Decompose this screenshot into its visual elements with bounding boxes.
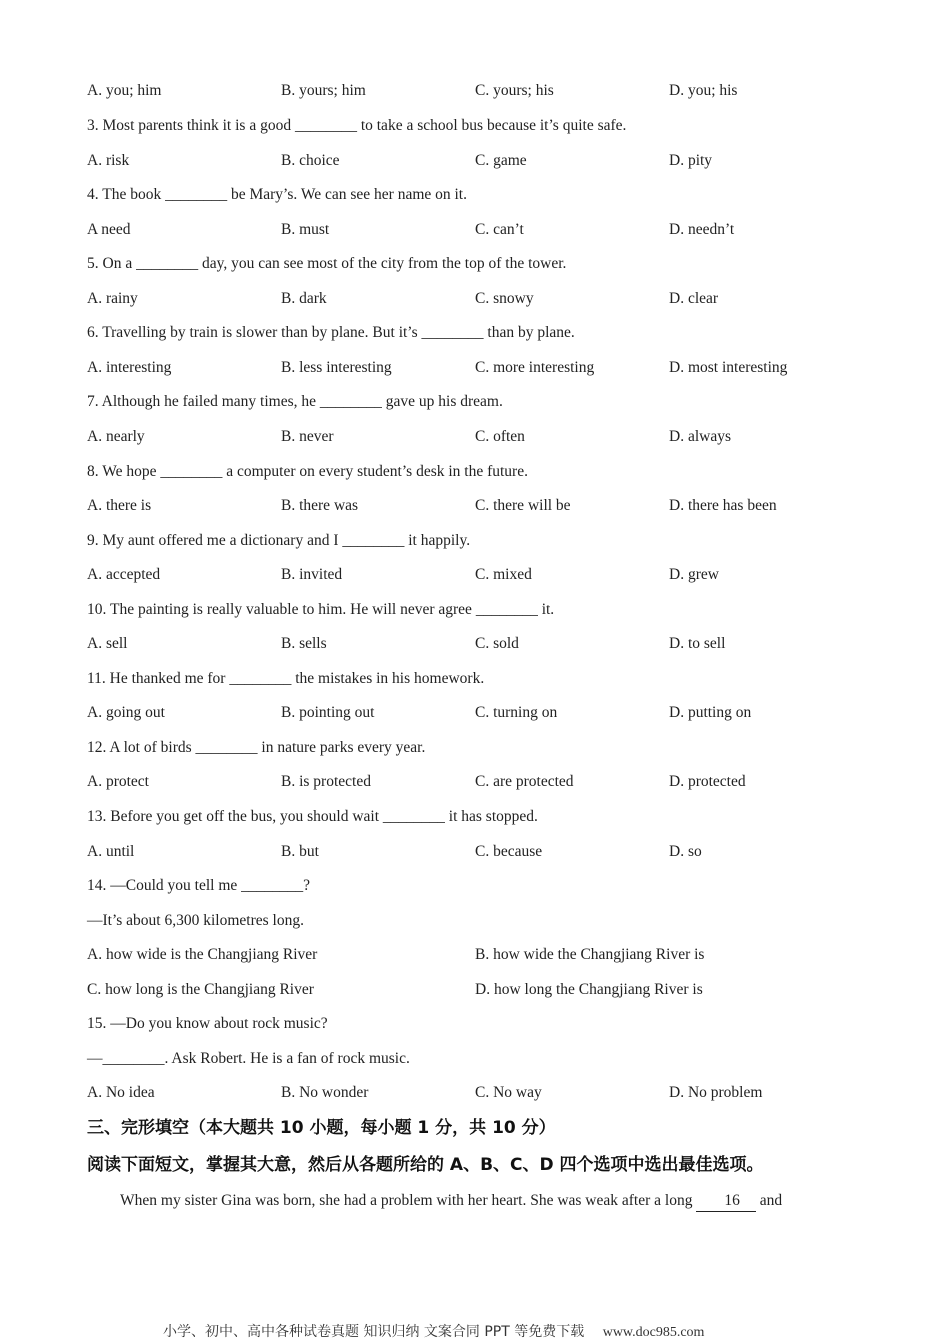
q13-stem: 13. Before you get off the bus, you should wait ________ it has stopped. xyxy=(87,808,538,825)
q10-option-d[interactable]: D. to sell xyxy=(669,635,726,652)
q10-stem: 10. The painting is really valuable to him. He will never agree ________ it. xyxy=(87,601,555,618)
q7-option-c[interactable]: C. often xyxy=(475,428,525,445)
q6-stem: 6. Travelling by train is slower than by plane. But it’s ________ than by plane. xyxy=(87,324,575,341)
q14-stem: 14. —Could you tell me ________? xyxy=(87,877,311,894)
q10-options xyxy=(87,634,887,654)
q11-option-d[interactable]: D. putting on xyxy=(669,704,752,721)
q12-options xyxy=(87,772,887,792)
q15-stem: 15. —Do you know about rock music? xyxy=(87,1015,328,1032)
section3-title: 三、完形填空（本大题共 10 小题，每小题 1 分，共 10 分） xyxy=(87,1118,556,1138)
q13-option-a[interactable]: A. until xyxy=(87,843,135,860)
q2-option-b[interactable]: B. yours; him xyxy=(281,82,366,99)
q14-option-d[interactable]: D. how long the Changjiang River is xyxy=(475,981,703,998)
q9-option-c[interactable]: C. mixed xyxy=(475,566,532,583)
q14-option-b[interactable]: B. how wide the Changjiang River is xyxy=(475,946,705,963)
q2-option-c[interactable]: C. yours; his xyxy=(475,82,554,99)
q8-option-d[interactable]: D. there has been xyxy=(669,497,777,514)
q12-option-a[interactable]: A. protect xyxy=(87,773,149,790)
q11-options xyxy=(87,703,887,723)
q8-option-b[interactable]: B. there was xyxy=(281,497,359,514)
q14-options-row1 xyxy=(87,945,887,965)
q3-option-a[interactable]: A. risk xyxy=(87,152,130,169)
q15-reply: —________. Ask Robert. He is a fan of rock music. xyxy=(87,1050,410,1067)
q10-option-b[interactable]: B. sells xyxy=(281,635,327,652)
cloze-blank-16[interactable]: 16 xyxy=(696,1191,756,1212)
q6-option-a[interactable]: A. interesting xyxy=(87,359,172,376)
footer-text: 小学、初中、高中各种试卷真题 知识归纳 文案合同 PPT 等免费下载 xyxy=(163,1324,585,1340)
q3-option-d[interactable]: D. pity xyxy=(669,152,713,169)
q7-stem: 7. Although he failed many times, he ________ gave up his dream. xyxy=(87,393,503,410)
q3-option-c[interactable]: C. game xyxy=(475,152,527,169)
q7-option-a[interactable]: A. nearly xyxy=(87,428,145,445)
q15-option-b[interactable]: B. No wonder xyxy=(281,1084,369,1101)
q14-options-row2 xyxy=(87,980,887,1000)
passage-text-after: and xyxy=(759,1192,783,1209)
q5-options xyxy=(87,289,887,309)
q8-option-a[interactable]: A. there is xyxy=(87,497,152,514)
q11-option-b[interactable]: B. pointing out xyxy=(281,704,375,721)
cloze-passage xyxy=(120,1191,782,1212)
q5-stem: 5. On a ________ day, you can see most of the city from the top of the tower. xyxy=(87,255,567,272)
q15-option-a[interactable]: A. No idea xyxy=(87,1084,155,1101)
q4-options xyxy=(87,220,887,240)
q13-options xyxy=(87,842,887,862)
q5-option-b[interactable]: B. dark xyxy=(281,290,327,307)
q6-options xyxy=(87,358,887,378)
q9-options xyxy=(87,565,887,585)
q7-option-d[interactable]: D. always xyxy=(669,428,731,445)
q10-option-a[interactable]: A. sell xyxy=(87,635,128,652)
q8-stem: 8. We hope ________ a computer on every student’s desk in the future. xyxy=(87,463,528,480)
q6-option-d[interactable]: D. most interesting xyxy=(669,359,788,376)
q3-option-b[interactable]: B. choice xyxy=(281,152,340,169)
q13-option-b[interactable]: B. but xyxy=(281,843,319,860)
q6-option-b[interactable]: B. less interesting xyxy=(281,359,392,376)
q2-option-d[interactable]: D. you; his xyxy=(669,82,738,99)
q4-option-d[interactable]: D. needn’t xyxy=(669,221,735,238)
q7-option-b[interactable]: B. never xyxy=(281,428,334,445)
q5-option-d[interactable]: D. clear xyxy=(669,290,719,307)
q15-options xyxy=(87,1083,887,1103)
q9-stem: 9. My aunt offered me a dictionary and I ________ it happily. xyxy=(87,532,471,549)
q13-option-d[interactable]: D. so xyxy=(669,843,702,860)
q5-option-c[interactable]: C. snowy xyxy=(475,290,534,307)
q11-option-a[interactable]: A. going out xyxy=(87,704,165,721)
q4-stem: 4. The book ________ be Mary’s. We can see her name on it. xyxy=(87,186,467,203)
section3-instruction: 阅读下面短文，掌握其大意，然后从各题所给的 A、B、C、D 四个选项中选出最佳选项。 xyxy=(87,1155,764,1175)
q3-stem: 3. Most parents think it is a good ________ to take a school bus because it’s quite safe. xyxy=(87,117,627,134)
q15-option-d[interactable]: D. No problem xyxy=(669,1084,763,1101)
q8-options xyxy=(87,496,887,516)
q14-reply: —It’s about 6,300 kilometres long. xyxy=(87,912,304,929)
page-footer xyxy=(163,1323,704,1342)
q12-stem: 12. A lot of birds ________ in nature parks every year. xyxy=(87,739,426,756)
q3-options xyxy=(87,151,887,171)
q4-option-b[interactable]: B. must xyxy=(281,221,330,238)
q15-option-c[interactable]: C. No way xyxy=(475,1084,542,1101)
q9-option-d[interactable]: D. grew xyxy=(669,566,719,583)
q14-option-a[interactable]: A. how wide is the Changjiang River xyxy=(87,946,318,963)
q12-option-b[interactable]: B. is protected xyxy=(281,773,371,790)
q12-option-c[interactable]: C. are protected xyxy=(475,773,574,790)
q12-option-d[interactable]: D. protected xyxy=(669,773,746,790)
q14-option-c[interactable]: C. how long is the Changjiang River xyxy=(87,981,314,998)
passage-text-start: When my sister Gina was born, she had a problem with her heart. She was weak after a long xyxy=(120,1192,693,1209)
footer-url[interactable]: www.doc985.com xyxy=(602,1325,705,1340)
q4-option-a[interactable]: A need xyxy=(87,221,131,238)
q13-option-c[interactable]: C. because xyxy=(475,843,543,860)
q9-option-b[interactable]: B. invited xyxy=(281,566,343,583)
q6-option-c[interactable]: C. more interesting xyxy=(475,359,595,376)
q5-option-a[interactable]: A. rainy xyxy=(87,290,138,307)
q8-option-c[interactable]: C. there will be xyxy=(475,497,571,514)
q7-options xyxy=(87,427,887,447)
q2-options xyxy=(87,81,887,101)
q10-option-c[interactable]: C. sold xyxy=(475,635,519,652)
q2-option-a[interactable]: A. you; him xyxy=(87,82,162,99)
q11-option-c[interactable]: C. turning on xyxy=(475,704,558,721)
q11-stem: 11. He thanked me for ________ the mistakes in his homework. xyxy=(87,670,485,687)
q4-option-c[interactable]: C. can’t xyxy=(475,221,524,238)
q9-option-a[interactable]: A. accepted xyxy=(87,566,161,583)
